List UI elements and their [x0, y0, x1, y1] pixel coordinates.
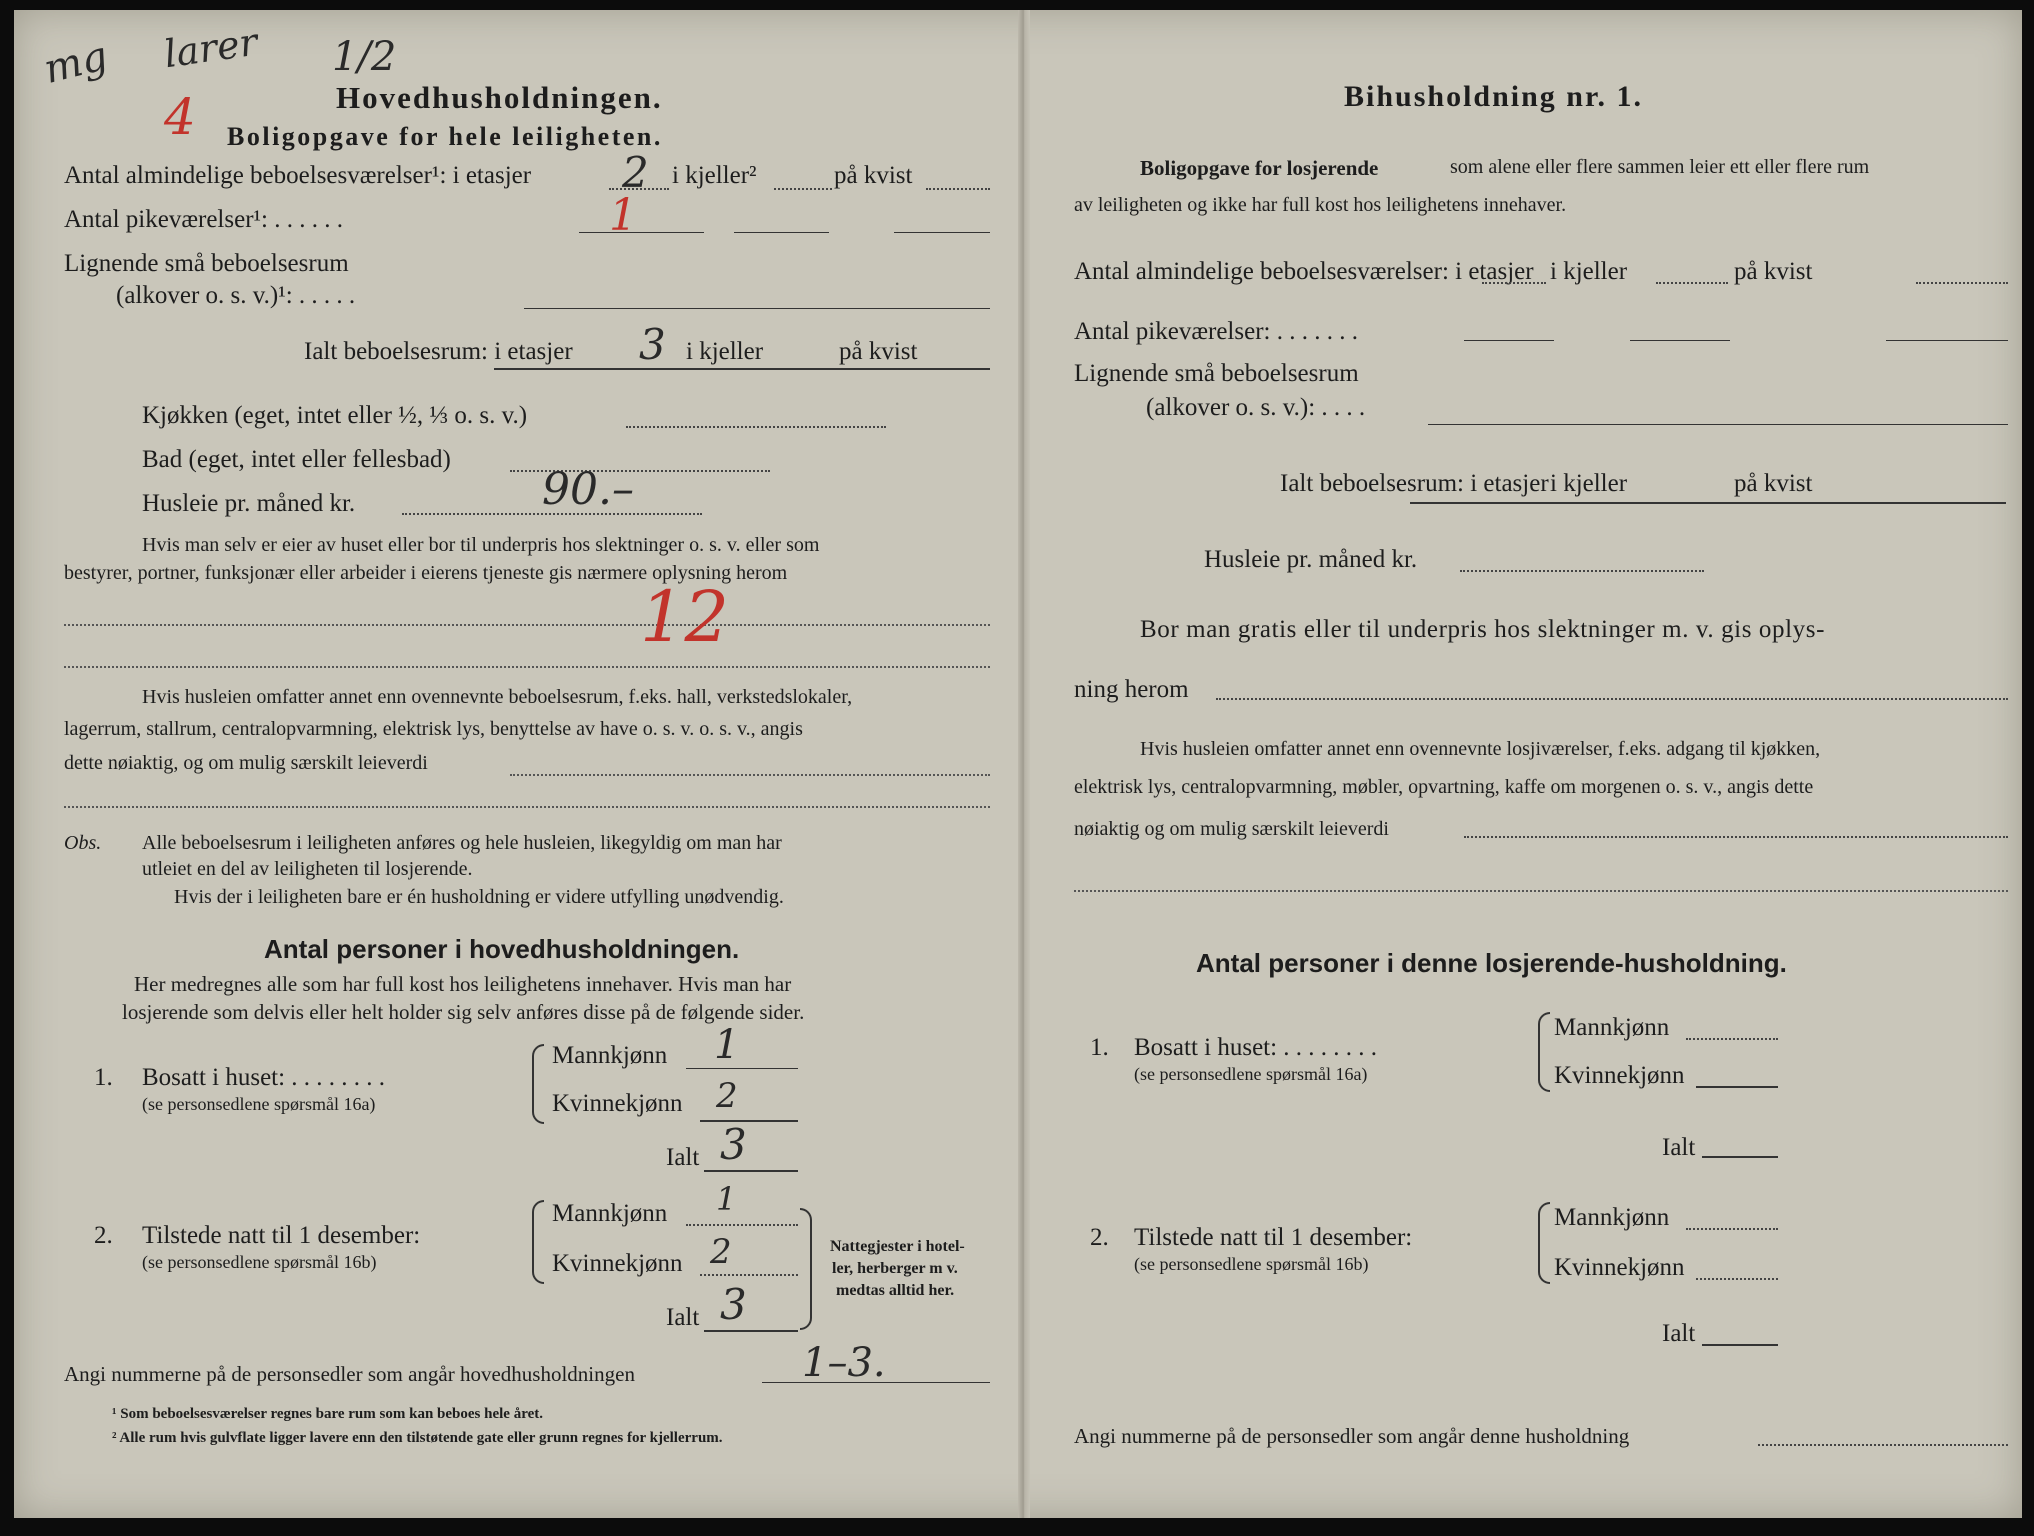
omfatter-text-2: lagerrum, stallrum, centralopvarmning, elektrisk lys, benyttelse av have o. s. v. o. s. v., angis: [64, 718, 803, 740]
hw-red-number: 4: [164, 88, 196, 146]
q2-ialt-label: Ialt: [666, 1304, 700, 1331]
hw-corner-note-2: larer: [161, 19, 261, 77]
omfatter-field-2[interactable]: [64, 806, 990, 808]
q2-ialt-field[interactable]: [704, 1330, 798, 1332]
antal-text-1: Her medregnes alle som har full kost hos leilighetens innehaver. Hvis man har: [134, 972, 792, 996]
rb-kjeller-label: i kjeller: [1550, 258, 1628, 285]
q1-kvinne-label: Kvinnekjønn: [552, 1090, 683, 1117]
rb-q2-mann-field[interactable]: [1686, 1228, 1778, 1230]
hw-q2-mann: 1: [716, 1180, 737, 1218]
alkover-row-label-2: (alkover o. s. v.)¹: . . . . .: [116, 282, 356, 309]
rb-alkover-label-1: Lignende små beboelsesrum: [1074, 360, 1359, 387]
rb-omfatter-field-2[interactable]: [1074, 890, 2008, 892]
q1-mann-field[interactable]: [686, 1068, 798, 1069]
rb-q2-kvinne-field[interactable]: [1696, 1278, 1778, 1280]
rooms-kjeller-field[interactable]: [774, 188, 832, 190]
page-title: Hovedhusholdningen.: [336, 80, 663, 115]
rb-pike-field-3[interactable]: [1886, 340, 2008, 341]
q2-right-brace: [800, 1208, 812, 1330]
rb-antal-title: Antal personer i denne losjerende-husholdning.: [1196, 948, 1787, 978]
q1-ialt-label: Ialt: [666, 1144, 700, 1171]
eier-field-2[interactable]: [64, 666, 990, 668]
rb-q2-ialt-label: Ialt: [1662, 1320, 1696, 1347]
intro-text-2: av leiligheten og ikke har full kost hos leilighetens innehaver.: [1074, 194, 1567, 216]
rb-q2-label: Tilstede natt til 1 desember:: [1134, 1224, 1413, 1251]
rb-pike-label: Antal pikeværelser: . . . . . . .: [1074, 318, 1358, 345]
bihusholdning-title: Bihusholdning nr. 1.: [1344, 80, 1644, 113]
rb-q2-mann-label: Mannkjønn: [1554, 1204, 1670, 1231]
obs-text-1: Alle beboelsesrum i leiligheten anføres og hele husleien, likegyldig om man har: [142, 832, 782, 854]
rb-etasjer-field[interactable]: [1482, 282, 1546, 284]
pike-field-1[interactable]: [579, 232, 704, 233]
q1-brace: [532, 1044, 544, 1124]
antal-text-2: losjerende som delvis eller helt holder sig selv anføres disse på de følgende sider.: [122, 1000, 805, 1024]
q2-kvinne-field[interactable]: [700, 1274, 798, 1276]
rb-alkover-field[interactable]: [1428, 424, 2008, 425]
rb-ialt-kvist: på kvist: [1734, 470, 1813, 497]
footnote-2: ² Alle rum hvis gulvflate ligger lavere enn den tilstøtende gate eller grunn regnes for kjellerrum.: [112, 1430, 723, 1446]
rb-angi-label: Angi nummerne på de personsedler som angår denne husholdning: [1074, 1424, 1630, 1448]
obs-label: Obs.: [64, 832, 102, 854]
nattegjester-text-3: medtas alltid her.: [836, 1282, 955, 1299]
rb-angi-field[interactable]: [1758, 1444, 2008, 1446]
rb-ialt-label: Ialt beboelsesrum: i etasjer: [1280, 470, 1549, 497]
rb-pike-field-2[interactable]: [1630, 340, 1730, 341]
rb-kjeller-field[interactable]: [1656, 282, 1728, 284]
kjokken-label: Kjøkken (eget, intet eller ½, ⅓ o. s. v.): [142, 402, 528, 429]
rb-q2-sub: (se personsedlene spørsmål 16b): [1134, 1254, 1369, 1274]
rb-ialt-kjeller: i kjeller: [1550, 470, 1628, 497]
pike-field-2[interactable]: [734, 232, 829, 233]
hw-corner-note: mg: [39, 32, 113, 94]
rb-q2-ialt-field[interactable]: [1702, 1344, 1778, 1346]
ialt-kvist-label: på kvist: [839, 338, 918, 365]
rb-husleie-label: Husleie pr. måned kr.: [1204, 546, 1418, 573]
rb-bor-field[interactable]: [1216, 698, 2008, 700]
left-page: [14, 10, 1020, 1518]
omfatter-text-3: dette nøiaktig, og om mulig særskilt leieverdi: [64, 752, 428, 774]
obs-text-3: Hvis der i leiligheten bare er én husholdning er videre utfylling unødvendig.: [174, 886, 784, 908]
rb-q1-mann-label: Mannkjønn: [1554, 1014, 1670, 1041]
rb-bor-text-1: Bor man gratis eller til underpris hos slektninger m. v. gis oplys-: [1140, 616, 1826, 643]
footnote-1: ¹ Som beboelsesværelser regnes bare rum som kan beboes hele året.: [112, 1406, 543, 1422]
rb-omfatter-1: Hvis husleien omfatter annet enn ovennevnte losjiværelser, f.eks. adgang til kjøkken,: [1140, 738, 1821, 760]
antal-title: Antal personer i hovedhusholdningen.: [264, 934, 740, 964]
hw-pike-value: 1: [609, 190, 637, 241]
hw-red-12: 12: [640, 576, 730, 658]
q2-mann-field[interactable]: [686, 1224, 798, 1226]
ialt-rule: [494, 368, 990, 370]
rb-q1-sub: (se personsedlene spørsmål 16a): [1134, 1064, 1368, 1084]
right-page: [1026, 10, 2022, 1518]
ialt-kjeller-label: i kjeller: [686, 338, 764, 365]
rb-q1-ialt-label: Ialt: [1662, 1134, 1696, 1161]
hw-q2-ialt: 3: [720, 1280, 747, 1329]
hw-corner-note-3: 1/2: [332, 34, 397, 80]
rb-q2-kvinne-label: Kvinnekjønn: [1554, 1254, 1685, 1281]
hw-q2-kvinne: 2: [710, 1232, 732, 1272]
obs-text-2: utleiet en del av leiligheten til losjerende.: [142, 858, 473, 880]
q1-label: Bosatt i huset: . . . . . . . .: [142, 1064, 386, 1091]
eier-text-2: bestyrer, portner, funksjonær eller arbeider i eierens tjeneste gis nærmere oplysning herom: [64, 562, 788, 584]
husleie-label: Husleie pr. måned kr.: [142, 490, 356, 517]
nattegjester-text-2: ler, herberger m v.: [832, 1260, 958, 1277]
rb-q1-ialt-field[interactable]: [1702, 1156, 1778, 1158]
rb-q2-brace: [1538, 1202, 1550, 1284]
q2-number: 2.: [94, 1222, 113, 1249]
rb-pike-field-1[interactable]: [1464, 340, 1554, 341]
rb-kvist-label: på kvist: [1734, 258, 1813, 285]
q1-mann-label: Mannkjønn: [552, 1042, 668, 1069]
rb-omfatter-2: elektrisk lys, centralopvarmning, møbler, opvartning, kaffe om morgenen o. s. v., angis dette: [1074, 776, 1814, 798]
rooms-kvist-field[interactable]: [926, 188, 990, 190]
hw-husleie-value: 90.–: [542, 464, 634, 515]
alkover-field[interactable]: [524, 308, 990, 309]
rooms-kjeller-label: i kjeller²: [672, 162, 757, 189]
rb-q1-kvinne-label: Kvinnekjønn: [1554, 1062, 1685, 1089]
q2-sub: (se personsedlene spørsmål 16b): [142, 1252, 377, 1272]
q1-sub: (se personsedlene spørsmål 16a): [142, 1094, 376, 1114]
eier-text-1: Hvis man selv er eier av huset eller bor til underpris hos slektninger o. s. v. eller som: [142, 534, 820, 556]
page-subtitle: Boligopgave for hele leiligheten.: [227, 122, 663, 151]
alkover-row-label-1: Lignende små beboelsesrum: [64, 250, 349, 277]
q2-brace: [532, 1200, 544, 1284]
ialt-row-label: Ialt beboelsesrum: i etasjer: [304, 338, 573, 365]
rb-q1-label: Bosatt i huset: . . . . . . . .: [1134, 1034, 1378, 1061]
census-form-sheet: [14, 10, 2022, 1518]
q2-label: Tilstede natt til 1 desember:: [142, 1222, 421, 1249]
rb-omfatter-3: nøiaktig og om mulig særskilt leieverdi: [1074, 818, 1389, 840]
hw-q1-mann: 1: [714, 1022, 740, 1068]
hw-q1-ialt: 3: [720, 1120, 747, 1169]
pike-field-3[interactable]: [894, 232, 990, 233]
rb-ialt-rule: [1410, 502, 2006, 504]
hw-q1-kvinne: 2: [716, 1076, 738, 1116]
hw-ialt-value: 3: [639, 320, 666, 369]
q2-kvinne-label: Kvinnekjønn: [552, 1250, 683, 1277]
rb-kvist-field[interactable]: [1916, 282, 2008, 284]
rb-q1-brace: [1538, 1012, 1550, 1092]
omfatter-text-1: Hvis husleien omfatter annet enn ovennevnte beboelsesrum, f.eks. hall, verkstedslokaler,: [142, 686, 853, 708]
q1-ialt-field[interactable]: [704, 1170, 798, 1172]
rb-alkover-label-2: (alkover o. s. v.): . . . .: [1146, 394, 1366, 421]
eier-field-1[interactable]: [64, 624, 990, 626]
angi-label: Angi nummerne på de personsedler som angår hovedhusholdningen: [64, 1362, 635, 1386]
nattegjester-text-1: Nattegjester i hotel-: [830, 1238, 965, 1255]
kjokken-field[interactable]: [626, 426, 886, 428]
rb-q1-mann-field[interactable]: [1686, 1038, 1778, 1040]
bad-label: Bad (eget, intet eller fellesbad): [142, 446, 451, 473]
intro-bold: Boligopgave for losjerende: [1140, 156, 1379, 180]
q1-kvinne-field[interactable]: [700, 1120, 798, 1122]
rooms-row-label: Antal almindelige beboelsesværelser¹: i etasjer: [64, 162, 532, 189]
intro-text-1: som alene eller flere sammen leier ett eller flere rum: [1450, 156, 1870, 178]
rb-rooms-label: Antal almindelige beboelsesværelser: i etasjer: [1074, 258, 1534, 285]
rb-q1-number: 1.: [1090, 1034, 1109, 1061]
rb-omfatter-field-1[interactable]: [1464, 836, 2008, 838]
hw-nummer: 1–3.: [802, 1340, 886, 1386]
rb-husleie-field[interactable]: [1460, 570, 1704, 572]
rb-q2-number: 2.: [1090, 1224, 1109, 1251]
q2-mann-label: Mannkjønn: [552, 1200, 668, 1227]
rb-bor-text-2: ning herom: [1074, 676, 1189, 703]
rb-q1-kvinne-field[interactable]: [1696, 1086, 1778, 1088]
omfatter-field-1[interactable]: [510, 774, 990, 776]
q1-number: 1.: [94, 1064, 113, 1091]
hw-etasjer-value: 2: [622, 148, 649, 197]
rooms-kvist-label: på kvist: [834, 162, 913, 189]
pike-row-label: Antal pikeværelser¹: . . . . . .: [64, 206, 343, 233]
